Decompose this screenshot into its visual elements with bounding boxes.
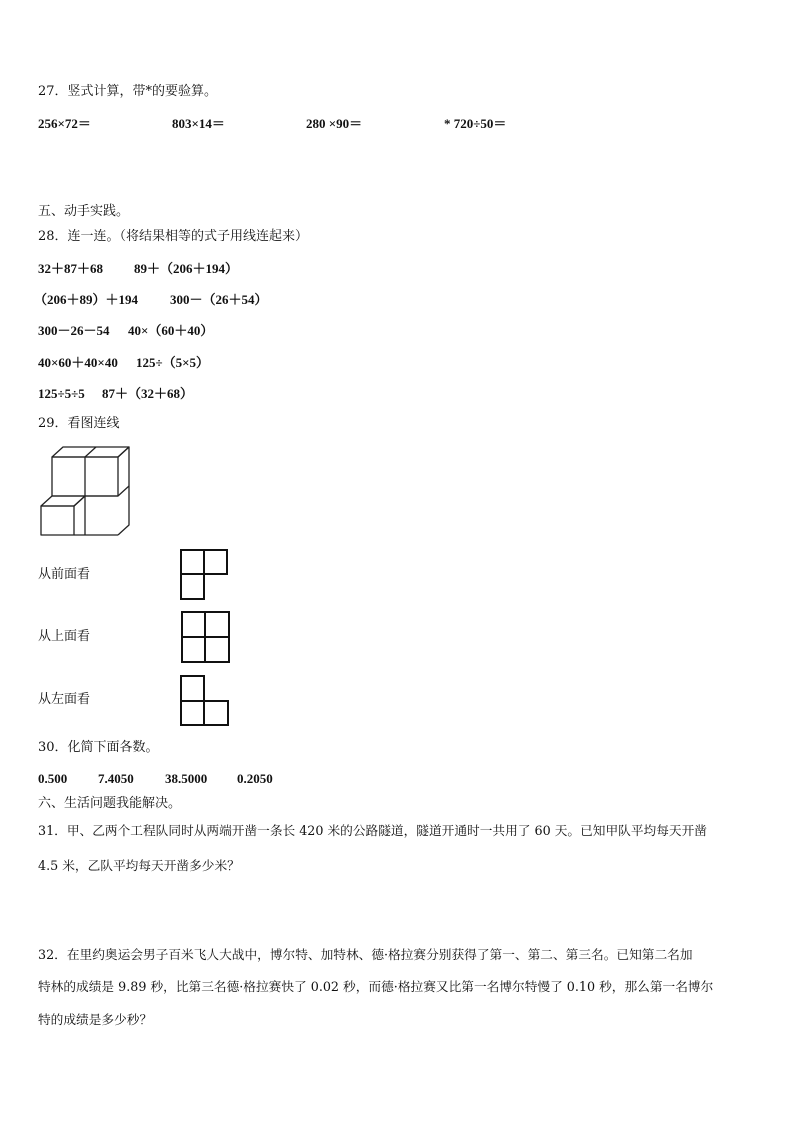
- view-front-label: 从前面看: [38, 567, 91, 582]
- q28-row1-right: 89＋（206＋194）: [134, 261, 239, 276]
- q30-number-3: 38.5000: [165, 771, 208, 786]
- q28-title: 28．连一连。（将结果相等的式子用线连起来）: [38, 229, 309, 244]
- left-view-figure: [178, 673, 232, 729]
- q28-row5-right: 87＋（32＋68）: [102, 386, 194, 401]
- view-left-label: 从左面看: [38, 692, 91, 707]
- q32-line-2: 特林的成绩是 9.89 秒，比第三名德·格拉赛快了 0.02 秒，而德·格拉赛又比第一名博尔特慢了 0.10 秒，那么第一名博尔: [38, 979, 714, 994]
- q27-item-1: 256×72＝: [38, 116, 91, 131]
- q31-line-2: 4.5 米，乙队平均每天开凿多少米？: [38, 858, 240, 873]
- q30-title: 30．化简下面各数。: [38, 740, 159, 755]
- q31-line-1: 31．甲、乙两个工程队同时从两端开凿一条长 420 米的公路隧道，隧道开通时一共用了 60 天。已知甲队平均每天开凿: [38, 823, 707, 838]
- q27-item-4: * 720÷50＝: [444, 116, 507, 131]
- section-5-title: 五、动手实践。: [38, 204, 130, 219]
- q28-row3-left: 300－26－54: [38, 323, 110, 338]
- q28-row3-right: 40×（60＋40）: [128, 323, 214, 338]
- q27-title: 27．竖式计算，带*的要验算。: [38, 84, 218, 99]
- q30-number-1: 0.500: [38, 771, 68, 786]
- top-view-figure: [179, 609, 232, 665]
- view-top-label: 从上面看: [38, 629, 91, 644]
- cube-stack-figure: [38, 443, 134, 539]
- q28-row4-left: 40×60＋40×40: [38, 355, 118, 370]
- section-6-title: 六、生活问题我能解决。: [38, 796, 182, 811]
- q28-row1-left: 32＋87＋68: [38, 261, 104, 276]
- q32-line-1: 32．在里约奥运会男子百米飞人大战中，博尔特、加特林、德·格拉赛分别获得了第一、第二、第三名。已知第二名加: [38, 947, 693, 962]
- q30-number-4: 0.2050: [237, 771, 273, 786]
- q28-row4-right: 125÷（5×5）: [136, 355, 210, 370]
- front-view-figure: [178, 547, 230, 603]
- q27-item-2: 803×14＝: [172, 116, 225, 131]
- q28-row5-left: 125÷5÷5: [38, 386, 85, 401]
- q28-row2-right: 300－（26＋54）: [170, 292, 268, 307]
- q32-line-3: 特的成绩是多少秒？: [38, 1012, 153, 1027]
- q28-row2-left: （206＋89）＋194: [34, 292, 139, 307]
- q30-number-2: 7.4050: [98, 771, 134, 786]
- q27-item-3: 280 ×90＝: [306, 116, 363, 131]
- q29-title: 29．看图连线: [38, 416, 120, 431]
